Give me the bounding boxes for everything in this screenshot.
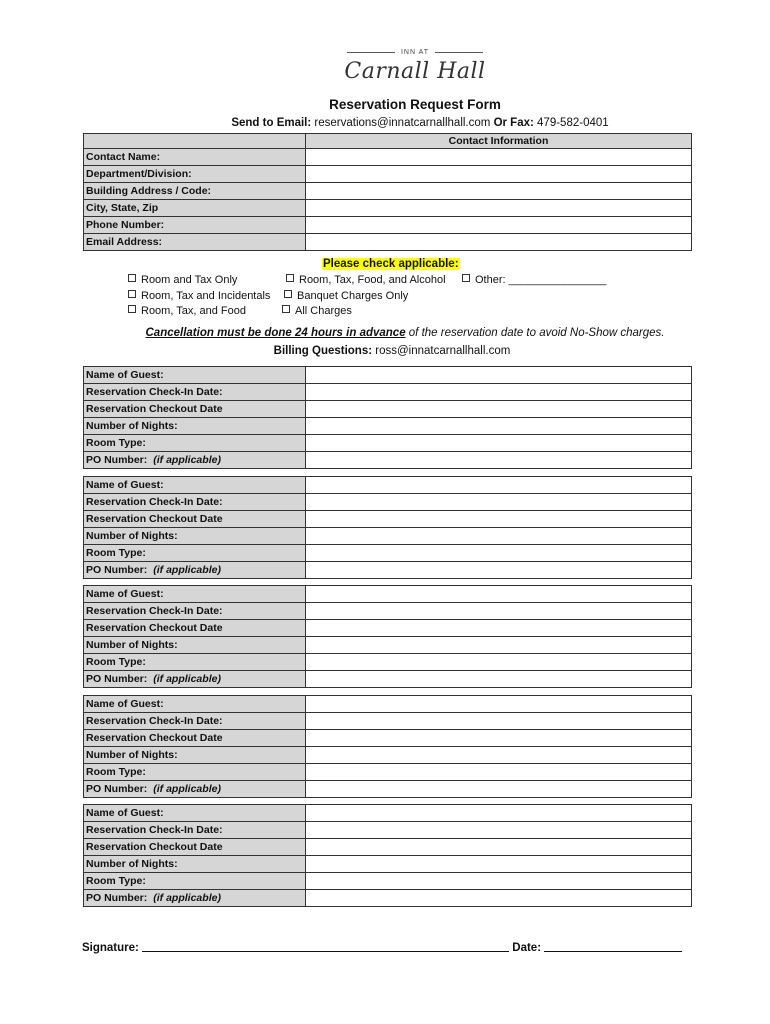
guest-field-text: Number of Nights: xyxy=(86,749,178,761)
logo-rule-left xyxy=(347,52,395,53)
guest-field-label xyxy=(84,401,306,418)
contact-row xyxy=(84,183,692,200)
guest-row xyxy=(84,805,692,822)
guest-field-text: Name of Guest: xyxy=(86,698,164,710)
guest-field-input[interactable] xyxy=(306,696,692,713)
guest-field-label xyxy=(84,528,306,545)
guest-row xyxy=(84,747,692,764)
option-label: Banquet Charges Only xyxy=(297,290,409,302)
option-label: Room and Tax Only xyxy=(141,274,238,286)
send-fax-label: Or Fax: xyxy=(493,117,534,129)
guest-field-input[interactable] xyxy=(306,839,692,856)
po-note: (if applicable) xyxy=(153,673,221,685)
guest-field-text: Reservation Checkout Date xyxy=(86,732,223,744)
checkbox-icon[interactable] xyxy=(128,290,136,298)
billing-label: Billing Questions: xyxy=(273,345,373,357)
send-fax: 479-582-0401 xyxy=(537,117,609,129)
guest-row xyxy=(84,586,692,603)
guest-field-input[interactable] xyxy=(306,822,692,839)
contact-field-label: Building Address / Code: xyxy=(84,183,306,200)
guest-row xyxy=(84,620,692,637)
guest-row xyxy=(84,764,692,781)
guest-field-input[interactable] xyxy=(306,713,692,730)
option-other[interactable] xyxy=(462,274,607,286)
guest-table xyxy=(83,366,692,469)
guest-field-text: Reservation Check-In Date: xyxy=(86,824,223,836)
guest-row xyxy=(84,839,692,856)
guest-field-text: Number of Nights: xyxy=(86,858,178,870)
guest-field-input[interactable] xyxy=(306,671,692,688)
signature-line xyxy=(82,941,682,954)
guest-field-text: PO Number: xyxy=(86,892,148,904)
logo-script-text: Carnall Hall xyxy=(344,59,486,84)
contact-field-label: Contact Name: xyxy=(84,149,306,166)
guest-field-input[interactable] xyxy=(306,747,692,764)
guest-field-text: Reservation Check-In Date: xyxy=(86,386,223,398)
guest-field-label xyxy=(84,822,306,839)
guest-field-text: PO Number: xyxy=(86,454,148,466)
po-note: (if applicable) xyxy=(153,564,221,576)
guest-field-text: Name of Guest: xyxy=(86,369,164,381)
contact-field-label: City, State, Zip xyxy=(84,200,306,217)
guest-field-label xyxy=(84,367,306,384)
guest-field-input[interactable] xyxy=(306,477,692,494)
guest-row xyxy=(84,545,692,562)
checkbox-icon[interactable] xyxy=(128,305,136,313)
guest-field-label xyxy=(84,384,306,401)
contact-row xyxy=(84,217,692,234)
guest-field-text: Name of Guest: xyxy=(86,588,164,600)
guest-field-label xyxy=(84,890,306,907)
cancellation-bold: Cancellation must be done 24 hours in advance xyxy=(145,327,406,339)
po-note: (if applicable) xyxy=(153,454,221,466)
billing-email: ross@innatcarnallhall.com xyxy=(375,345,511,357)
guest-field-input[interactable] xyxy=(306,730,692,747)
form-title: Reservation Request Form xyxy=(329,97,501,112)
guest-field-text: Reservation Check-In Date: xyxy=(86,715,223,727)
send-line xyxy=(0,117,770,129)
guest-field-label xyxy=(84,730,306,747)
contact-field-input[interactable] xyxy=(306,149,692,166)
checkbox-icon[interactable] xyxy=(462,274,470,282)
guest-field-input[interactable] xyxy=(306,367,692,384)
guest-field-label xyxy=(84,696,306,713)
guest-field-label xyxy=(84,435,306,452)
guest-field-text: Reservation Checkout Date xyxy=(86,622,223,634)
guest-field-input[interactable] xyxy=(306,452,692,469)
contact-field-input[interactable] xyxy=(306,183,692,200)
guest-field-label xyxy=(84,477,306,494)
guest-row xyxy=(84,401,692,418)
checkbox-icon[interactable] xyxy=(286,274,294,282)
guest-field-label xyxy=(84,764,306,781)
guest-field-label xyxy=(84,781,306,798)
guest-field-label xyxy=(84,562,306,579)
guest-field-label xyxy=(84,511,306,528)
checkbox-icon[interactable] xyxy=(128,274,136,282)
guest-field-input[interactable] xyxy=(306,494,692,511)
guest-field-label xyxy=(84,856,306,873)
guest-field-text: Number of Nights: xyxy=(86,420,178,432)
option-room-tax-food[interactable] xyxy=(128,305,246,317)
guest-field-input[interactable] xyxy=(306,620,692,637)
guest-field-label xyxy=(84,494,306,511)
guest-field-input[interactable] xyxy=(306,384,692,401)
contact-row xyxy=(84,234,692,251)
option-room-tax-food-alcohol[interactable] xyxy=(286,274,446,286)
option-room-tax[interactable] xyxy=(128,274,237,286)
guest-field-label xyxy=(84,747,306,764)
guest-table xyxy=(83,695,692,798)
guest-table xyxy=(83,804,692,907)
guest-row xyxy=(84,494,692,511)
billing-line xyxy=(0,345,770,357)
option-room-tax-incidentals[interactable] xyxy=(128,290,270,302)
guest-row xyxy=(84,654,692,671)
cancellation-note xyxy=(0,327,770,339)
inn-logo xyxy=(340,46,490,90)
send-email: reservations@innatcarnallhall.com xyxy=(314,117,491,129)
option-banquet[interactable] xyxy=(284,290,408,302)
guest-field-input[interactable] xyxy=(306,890,692,907)
guest-row xyxy=(84,781,692,798)
option-label: Room, Tax, Food, and Alcohol xyxy=(299,274,446,286)
guest-row xyxy=(84,603,692,620)
date-field[interactable] xyxy=(544,941,682,952)
date-label: Date: xyxy=(512,942,542,954)
guest-row xyxy=(84,822,692,839)
guest-field-input[interactable] xyxy=(306,781,692,798)
cancellation-rest: of the reservation date to avoid No-Show charges. xyxy=(405,327,665,339)
signature-label: Signature: xyxy=(82,942,139,954)
guest-row xyxy=(84,367,692,384)
guest-field-input[interactable] xyxy=(306,637,692,654)
guest-row xyxy=(84,511,692,528)
guest-row xyxy=(84,890,692,907)
guest-field-text: Room Type: xyxy=(86,547,146,559)
guest-row xyxy=(84,713,692,730)
guest-row xyxy=(84,856,692,873)
guest-field-text: Name of Guest: xyxy=(86,807,164,819)
guest-field-text: Reservation Check-In Date: xyxy=(86,496,223,508)
guest-field-label xyxy=(84,654,306,671)
option-label: All Charges xyxy=(295,305,352,317)
contact-table xyxy=(83,133,692,251)
guest-field-input[interactable] xyxy=(306,435,692,452)
guest-field-input[interactable] xyxy=(306,764,692,781)
contact-field-input[interactable] xyxy=(306,217,692,234)
guest-field-input[interactable] xyxy=(306,545,692,562)
guest-field-input[interactable] xyxy=(306,603,692,620)
guest-row xyxy=(84,730,692,747)
guest-field-input[interactable] xyxy=(306,654,692,671)
guest-table xyxy=(83,476,692,579)
guest-field-label xyxy=(84,586,306,603)
guest-field-text: Room Type: xyxy=(86,437,146,449)
check-heading: Please check applicable: xyxy=(323,258,459,270)
guest-row xyxy=(84,562,692,579)
guest-field-input[interactable] xyxy=(306,586,692,603)
option-label: Room, Tax and Incidentals xyxy=(141,290,271,302)
guest-row xyxy=(84,696,692,713)
guest-field-input[interactable] xyxy=(306,562,692,579)
guest-field-input[interactable] xyxy=(306,511,692,528)
guest-row xyxy=(84,435,692,452)
guest-row xyxy=(84,452,692,469)
guest-field-text: Reservation Checkout Date xyxy=(86,513,223,525)
guest-field-text: PO Number: xyxy=(86,673,148,685)
contact-row xyxy=(84,200,692,217)
guest-field-label xyxy=(84,805,306,822)
guest-field-label xyxy=(84,603,306,620)
guest-field-text: Reservation Checkout Date xyxy=(86,403,223,415)
guest-field-input[interactable] xyxy=(306,528,692,545)
po-note: (if applicable) xyxy=(153,783,221,795)
guest-field-label xyxy=(84,839,306,856)
logo-topline xyxy=(340,46,490,58)
guest-row xyxy=(84,671,692,688)
guest-row xyxy=(84,384,692,401)
contact-field-label: Department/Division: xyxy=(84,166,306,183)
contact-header-row xyxy=(84,134,692,149)
guest-field-text: Reservation Checkout Date xyxy=(86,841,223,853)
guest-field-label xyxy=(84,671,306,688)
guest-row xyxy=(84,418,692,435)
logo-rule-right xyxy=(435,52,483,53)
logo-top-text: INN AT xyxy=(400,48,430,56)
contact-field-input[interactable] xyxy=(306,200,692,217)
guest-field-label xyxy=(84,452,306,469)
contact-field-input[interactable] xyxy=(306,166,692,183)
contact-header-left xyxy=(84,134,306,149)
guest-field-label xyxy=(84,873,306,890)
guest-field-text: Name of Guest: xyxy=(86,479,164,491)
guest-field-text: Room Type: xyxy=(86,875,146,887)
option-label: Room, Tax, and Food xyxy=(141,305,246,317)
checkbox-icon[interactable] xyxy=(282,305,290,313)
guest-field-text: PO Number: xyxy=(86,564,148,576)
guest-table xyxy=(83,585,692,688)
guest-field-input[interactable] xyxy=(306,805,692,822)
guest-row xyxy=(84,637,692,654)
guest-field-input[interactable] xyxy=(306,856,692,873)
guest-field-label xyxy=(84,637,306,654)
guest-field-text: Reservation Check-In Date: xyxy=(86,605,223,617)
guest-field-text: PO Number: xyxy=(86,783,148,795)
guest-field-text: Number of Nights: xyxy=(86,639,178,651)
guest-field-label xyxy=(84,545,306,562)
contact-row xyxy=(84,166,692,183)
guest-field-input[interactable] xyxy=(306,418,692,435)
guest-field-text: Room Type: xyxy=(86,656,146,668)
contact-row xyxy=(84,149,692,166)
option-label: Other: ________________ xyxy=(475,274,607,286)
guest-row xyxy=(84,528,692,545)
guest-field-input[interactable] xyxy=(306,873,692,890)
guest-row xyxy=(84,477,692,494)
guest-field-label xyxy=(84,620,306,637)
guest-row xyxy=(84,873,692,890)
guest-field-label xyxy=(84,713,306,730)
guest-field-text: Number of Nights: xyxy=(86,530,178,542)
signature-field[interactable] xyxy=(142,941,509,952)
option-all-charges[interactable] xyxy=(282,305,352,317)
guest-field-label xyxy=(84,418,306,435)
contact-field-input[interactable] xyxy=(306,234,692,251)
guest-field-input[interactable] xyxy=(306,401,692,418)
contact-field-label: Email Address: xyxy=(84,234,306,251)
contact-header: Contact Information xyxy=(306,134,692,149)
po-note: (if applicable) xyxy=(153,892,221,904)
guest-field-text: Room Type: xyxy=(86,766,146,778)
checkbox-icon[interactable] xyxy=(284,290,292,298)
contact-field-label: Phone Number: xyxy=(84,217,306,234)
send-email-label: Send to Email: xyxy=(231,117,312,129)
